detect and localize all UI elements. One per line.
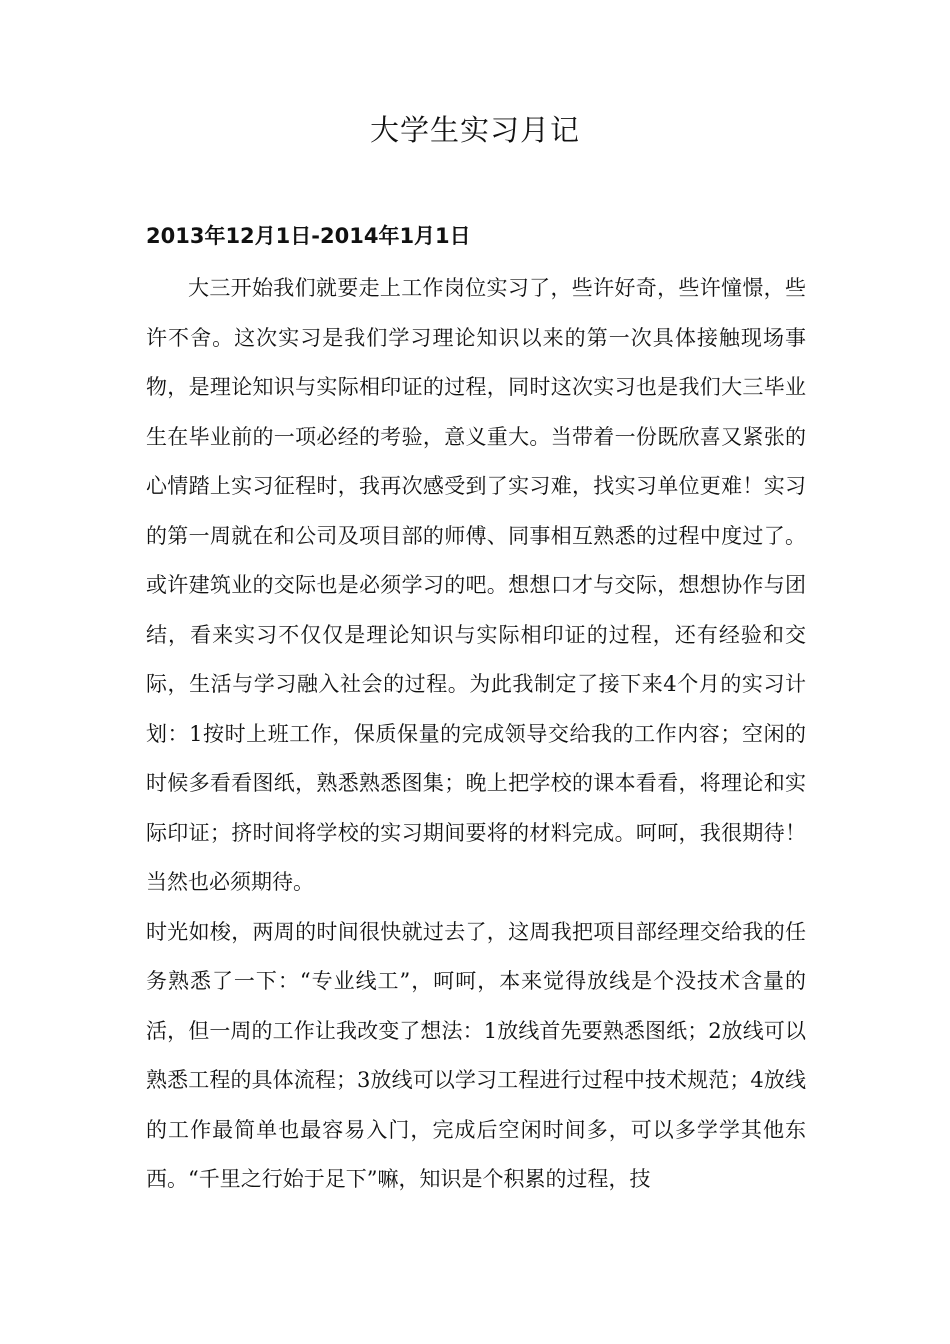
document-body	[146, 264, 806, 1205]
paragraph-2: 时光如梭，两周的时间很快就过去了，这周我把项目部经理交给我的任务熟悉了一下：“专业线工”，呵呵，本来觉得放线是个没技术含量的活，但一周的工作让我改变了想法：1放线首先要熟悉图纸；2放线可以熟悉工程的具体流程；3放线可以学习工程进行过程中技术规范；4放线的工作最简单也最容易入门，完成后空闲时间多，可以多学学其他东西。“千里之行始于足下”嘛，知识是个积累的过程，技	[146, 919, 806, 1191]
paragraph-1: 大三开始我们就要走上工作岗位实习了，些许好奇，些许憧憬，些许不舍。这次实习是我们学习理论知识以来的第一次具体接触现场事物，是理论知识与实际相印证的过程，同时这次实习也是我们大三毕业生在毕业前的一项必经的考验，意义重大。当带着一份既欣喜又紧张的心情踏上实习征程时，我再次感受到了实习难，找实习单位更难！实习的第一周就在和公司及项目部的师傅、同事相互熟悉的过程中度过了。或许建筑业的交际也是必须学习的吧。想想口才与交际，想想协作与团结，看来实习不仅仅是理论知识与实际相印证的过程，还有经验和交际，生活与学习融入社会的过程。为此我制定了接下来4个月的实习计划：1按时上班工作，保质保量的完成领导交给我的工作内容；空闲的时候多看看图纸，熟悉熟悉图集；晚上把学校的课本看看，将理论和实际印证；挤时间将学校的实习期间要将的材料完成。呵呵，我很期待！当然也必须期待。	[146, 276, 806, 894]
date-range: 2013年12月1日-2014年1月1日	[146, 224, 471, 248]
document-title: 大学生实习月记	[369, 113, 580, 147]
